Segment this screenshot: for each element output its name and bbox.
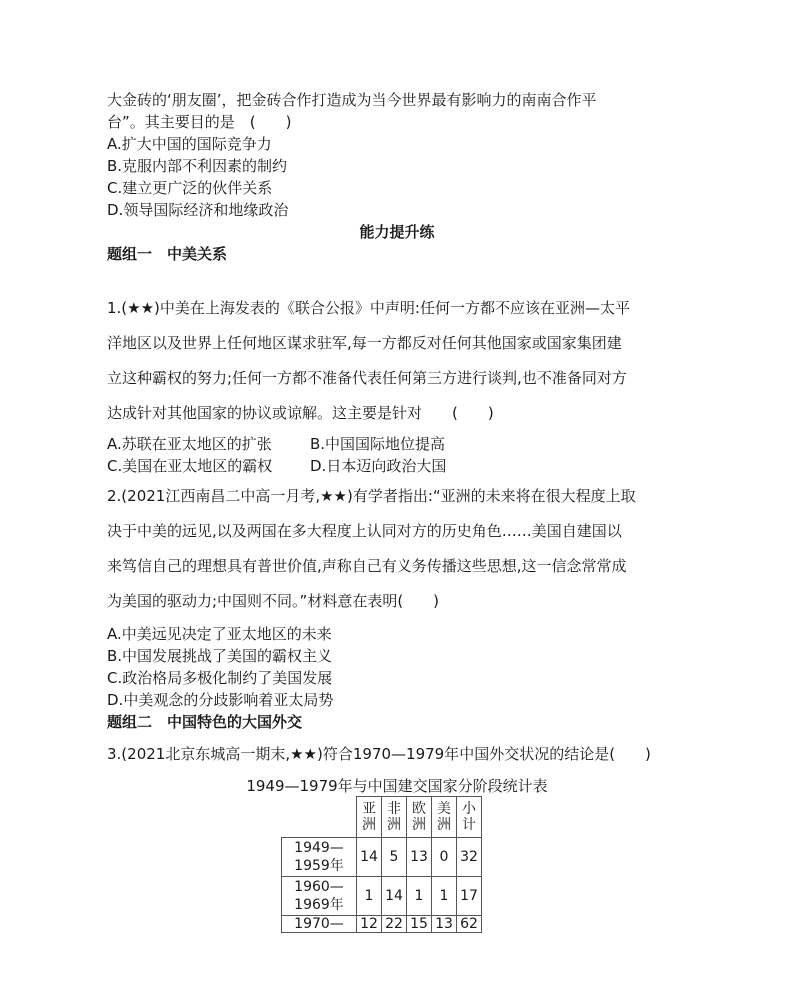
group-2-title: 题组二 中国特色的大国外交	[107, 713, 303, 731]
table-row-label: 1970—	[282, 916, 357, 933]
intro-option-d: D.领导国际经济和地缘政治	[107, 201, 289, 219]
table-header-cell: 亚洲	[357, 797, 382, 838]
table-row-label: 1960— 1969年	[282, 877, 357, 916]
table-cell: 13	[407, 838, 432, 877]
table-cell: 0	[432, 838, 457, 877]
q2-option-d: D.中美观念的分歧影响着亚太局势	[107, 691, 334, 709]
table-cell: 17	[457, 877, 482, 916]
q2-option-b: B.中国发展挑战了美国的霸权主义	[107, 647, 333, 665]
table-header-cell: 非洲	[382, 797, 407, 838]
intro-line-2: 台”。其主要目的是 ( )	[107, 113, 292, 131]
q1-options-ab	[107, 434, 445, 454]
q1-line-4: 达成针对其他国家的协议或谅解。这主要是针对 ( )	[107, 404, 494, 422]
table-header-cell: 小计	[457, 797, 482, 838]
table-cell: 13	[432, 916, 457, 933]
intro-option-c: C.建立更广泛的伙伴关系	[107, 179, 273, 197]
section-title: 能力提升练	[359, 223, 435, 241]
table-cell: 12	[357, 916, 382, 933]
q1-line-2: 洋地区以及世界上任何地区谋求驻军,每一方都反对任何其他国家或国家集团建	[107, 334, 622, 352]
table-row-label: 1949— 1959年	[282, 838, 357, 877]
group-1-title: 题组一 中美关系	[107, 245, 228, 263]
intro-line-1: 大金砖的‘朋友圈’，把金砖合作打造成为当今世界最有影响力的南南合作平	[107, 91, 597, 109]
table-caption: 1949—1979年与中国建交国家分阶段统计表	[246, 777, 548, 795]
table-row	[282, 838, 482, 877]
q3-stem: 3.(2021北京东城高一期末,★★)符合1970—1979年中国外交状况的结论是( )	[107, 745, 651, 763]
table-cell: 1	[432, 877, 457, 916]
table-header-cell: 美洲	[432, 797, 457, 838]
table-cell: 5	[382, 838, 407, 877]
table-row	[282, 916, 482, 933]
table-cell: 14	[382, 877, 407, 916]
q2-option-c: C.政治格局多极化制约了美国发展	[107, 669, 333, 687]
table-header-cell: 欧洲	[407, 797, 432, 838]
table-cell: 22	[382, 916, 407, 933]
table-cell: 14	[357, 838, 382, 877]
intro-option-a: A.扩大中国的国际竞争力	[107, 135, 272, 153]
intro-option-b: B.克服内部不利因素的制约	[107, 157, 288, 175]
q1-option-b: B.中国国际地位提高	[310, 435, 446, 453]
table-row	[282, 877, 482, 916]
q1-option-c: C.美国在亚太地区的霸权	[107, 457, 273, 475]
q1-line-3: 立这种霸权的努力;任何一方都不准备代表任何第三方进行谈判,也不准备同对方	[107, 369, 627, 387]
table-cell: 1	[407, 877, 432, 916]
q1-options-cd	[107, 456, 446, 476]
table-corner-cell	[282, 797, 357, 838]
q2-line-3: 来笃信自己的理想具有普世价值,声称自己有义务传播这些思想,这一信念常常成	[107, 557, 627, 575]
stats-table	[281, 796, 482, 933]
q2-option-a: A.中美远见决定了亚太地区的未来	[107, 625, 332, 643]
table-cell: 32	[457, 838, 482, 877]
q2-line-2: 决于中美的远见,以及两国在多大程度上认同对方的历史角色……美国自建国以	[107, 522, 622, 540]
q1-line-1: 1.(★★)中美在上海发表的《联合公报》中声明:任何一方都不应该在亚洲—太平	[107, 299, 630, 317]
q2-line-4: 为美国的驱动力;中国则不同。”材料意在表明( )	[107, 592, 440, 610]
table-cell: 62	[457, 916, 482, 933]
q2-line-1: 2.(2021江西南昌二中高一月考,★★)有学者指出:“亚洲的未来将在很大程度上取	[107, 487, 636, 505]
q1-option-d: D.日本迈向政治大国	[310, 457, 447, 475]
table-header-row	[282, 797, 482, 838]
table-cell: 1	[357, 877, 382, 916]
q1-option-a: A.苏联在亚太地区的扩张	[107, 435, 272, 453]
table-cell: 15	[407, 916, 432, 933]
